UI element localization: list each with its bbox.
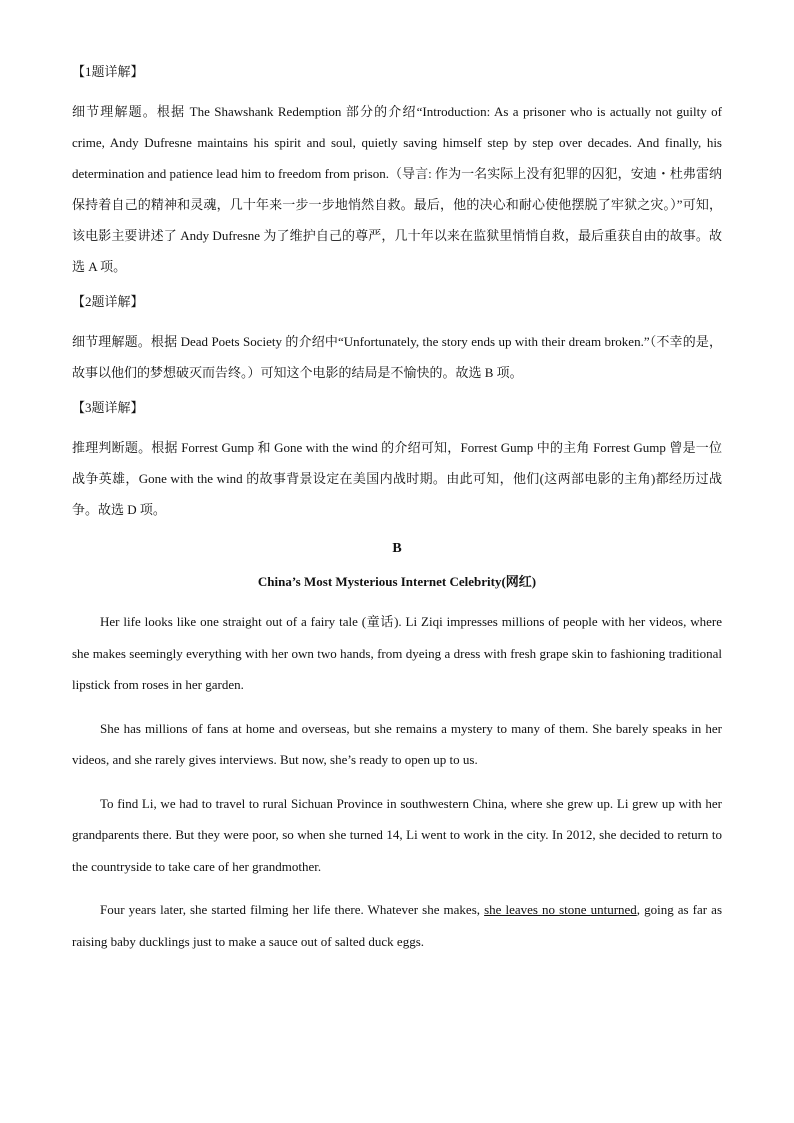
p4-text-before: Four years later, she started filming her life there. Whatever she makes,: [100, 902, 485, 917]
passage-paragraph-2: She has millions of fans at home and overseas, but she remains a mystery to many of them. She barely speaks in her videos, and she rarely gives interviews. But now, she’s ready to open up to us.: [72, 720, 722, 767]
passage-paragraph-3: To find Li, we had to travel to rural Sichuan Province in southwestern China, where she grew up. Li grew up with her grandparents there. But they were poor, so when she turned 14, Li went to work in the city. In 2012, she decided to return to the countryside to take care of her grandmother.: [72, 795, 722, 874]
underlined-phrase: she leaves no stone unturned: [484, 902, 637, 917]
q1-explanation: 细节理解题。根据 The Shawshank Redemption 部分的介绍“Introduction: As a prisoner who is actually not guilty of crime, Andy Dufresne maintains his spirit and soul, quietly saving himself step by step over decades. And finally, his determination and patience lead him to freedom from prison.（导言: 作为一名实际上没有犯罪的囚犯，安迪・杜弗雷纳保持着自己的精神和灵魂，几十年来一步一步地悄然自救。最后，他的决心和耐心使他摆脱了牢狱之灾。）”可知，该电影主要讲述了 Andy Dufresne 为了维护自己的尊严，几十年以来在监狱里悄悄自救，最后重获自由的故事。故选 A 项。: [72, 104, 722, 274]
passage-paragraph-1: Her life looks like one straight out of a fairy tale (童话). Li Ziqi impresses millions of people with her videos, where she makes seemingly everything with her own two hands, from dyeing a dress with fresh grape skin to fashioning traditional lipstick from roses in her garden.: [72, 614, 722, 692]
passage-paragraph-4: [72, 894, 722, 957]
section-letter: B: [392, 541, 402, 556]
q3-explanation: 推理判断题。根据 Forrest Gump 和 Gone with the wind 的介绍可知，Forrest Gump 中的主角 Forrest Gump 曾是一位战争英雄，Gone with the wind 的故事背景设定在美国内战时期。由此可知，他们(这两部电影的主角)都经历过战争。故选 D 项。: [72, 440, 722, 517]
passage-title: China’s Most Mysterious Internet Celebrity(网红): [257, 574, 537, 589]
document-page: [72, 62, 722, 969]
p4-text-after: , going as far as raising baby ducklings just to make a sauce out of salted duck eggs.: [72, 902, 723, 949]
q1-heading: 【1题详解】: [72, 64, 144, 79]
q2-heading: 【2题详解】: [72, 294, 144, 309]
q2-explanation: 细节理解题。根据 Dead Poets Society 的介绍中“Unfortunately, the story ends up with their dream broken.”（不幸的是，故事以他们的梦想破灭而告终。）可知这个电影的结局是不愉快的。故选 B 项。: [72, 334, 722, 380]
q3-heading: 【3题详解】: [72, 400, 144, 415]
